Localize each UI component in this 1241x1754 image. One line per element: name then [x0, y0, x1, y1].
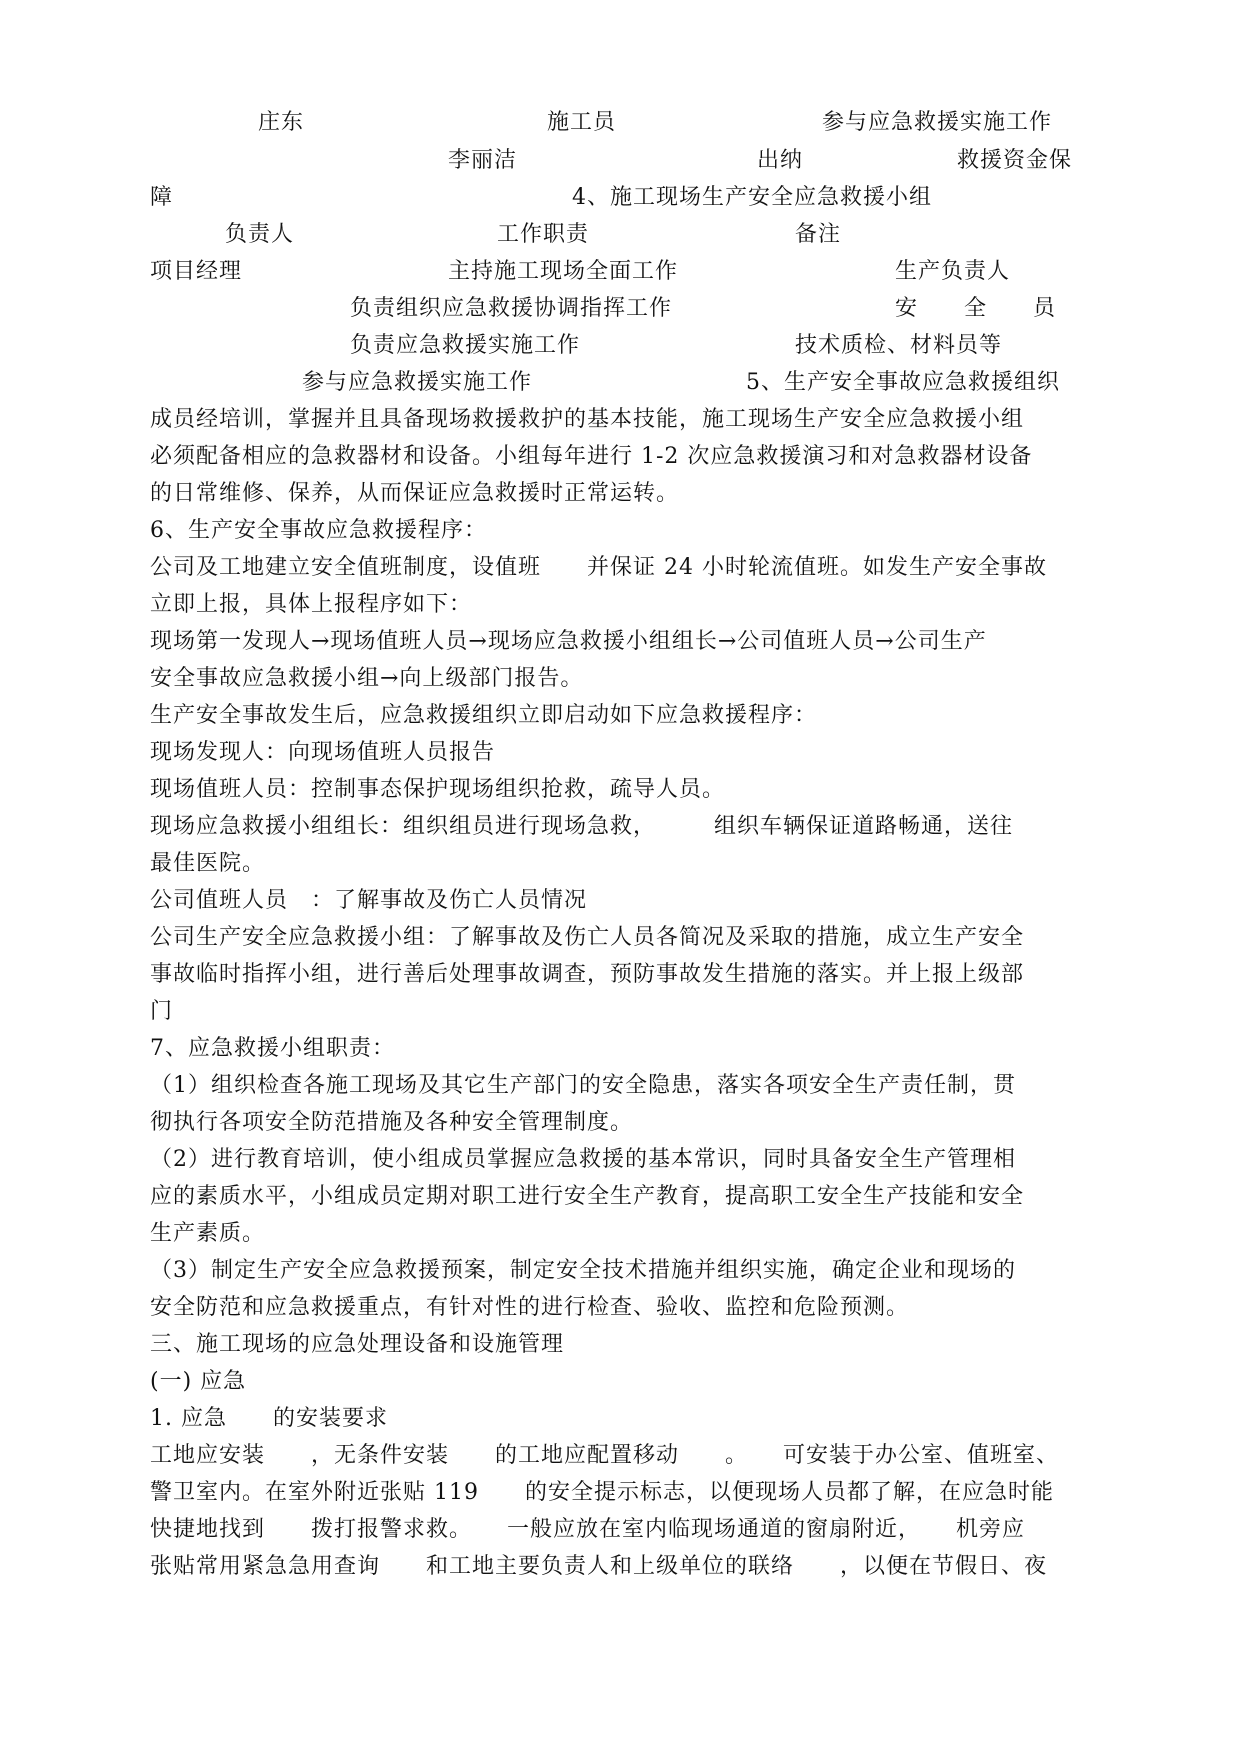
table-cell: 负责组织应急救援协调指挥工作: [350, 296, 673, 321]
body-line: （1）组织检查各施工现场及其它生产部门的安全隐患，落实各项安全生产责任制，贯: [150, 1073, 1016, 1098]
section-heading: 7、应急救援小组职责：: [150, 1036, 395, 1061]
table-cell: 李丽洁: [448, 148, 518, 173]
table-cell: 庄东: [258, 110, 305, 135]
body-line: 应的素质水平，小组成员定期对职工进行安全生产教育，提高职工安全生产技能和安全: [150, 1184, 1025, 1209]
table-cell: 参与应急救援实施工作: [822, 110, 1053, 135]
body-line: 警卫室内。在室外附近张贴 119 的安全提示标志，以便现场人员都了解，在应急时能: [150, 1480, 1054, 1505]
body-line: 生产安全事故发生后，应急救援组织立即启动如下应急救援程序：: [150, 703, 818, 728]
body-line: 公司值班人员 ：了解事故及伤亡人员情况: [150, 888, 588, 913]
body-line: 工地应安装 ，无条件安装 的工地应配置移动 。 可安装于办公室、值班室、: [150, 1443, 1060, 1468]
section-heading: 4、施工现场生产安全应急救援小组: [572, 185, 932, 210]
table-cell: 主持施工现场全面工作: [448, 259, 679, 284]
table-cell: 负责应急救援实施工作: [350, 333, 581, 358]
body-line: 门: [150, 999, 174, 1024]
body-line: 立即上报，具体上报程序如下：: [150, 592, 473, 617]
body-line: 必须配备相应的急救器材和设备。小组每年进行 1-2 次应急救援演习和对急救器材设备: [150, 444, 1033, 469]
section-heading: 5、生产安全事故应急救援组织: [746, 370, 1060, 395]
body-line: 成员经培训，掌握并且具备现场救援救护的基本技能，施工现场生产安全应急救援小组: [150, 407, 1025, 432]
table-header-cell: 负责人: [225, 222, 295, 247]
body-line: （3）制定生产安全应急救援预案，制定安全技术措施并组织实施，确定企业和现场的: [150, 1258, 1016, 1283]
table-cell: 项目经理: [150, 259, 243, 284]
body-line: 彻执行各项安全防范措施及各种安全管理制度。: [150, 1110, 634, 1135]
body-line: 现场发现人：向现场值班人员报告: [150, 740, 496, 765]
subsection-heading: 1. 应急 的安装要求: [150, 1406, 388, 1431]
body-line: 最佳医院。: [150, 851, 266, 876]
body-line: 事故临时指挥小组，进行善后处理事故调查，预防事故发生措施的落实。并上报上级部: [150, 962, 1025, 987]
body-line: 生产素质。: [150, 1221, 266, 1246]
body-line: 现场第一发现人→现场值班人员→现场应急救援小组组长→公司值班人员→公司生产: [150, 629, 987, 654]
body-line: 安全事故应急救援小组→向上级部门报告。: [150, 666, 584, 691]
section-heading: 三、施工现场的应急处理设备和设施管理: [150, 1332, 565, 1357]
body-line: 张贴常用紧急急用查询 和工地主要负责人和上级单位的联络 ，以便在节假日、夜: [150, 1554, 1048, 1579]
body-line: （2）进行教育培训，使小组成员掌握应急救援的基本常识，同时具备安全生产管理相: [150, 1147, 1016, 1172]
table-cell: 救援资金保: [957, 148, 1073, 173]
table-cell: 施工员: [547, 110, 617, 135]
table-header-cell: 工作职责: [497, 222, 590, 247]
body-line: 安全防范和应急救援重点，有针对性的进行检查、验收、监控和危险预测。: [150, 1295, 910, 1320]
table-cell: 障: [150, 185, 174, 210]
body-line: 现场值班人员：控制事态保护现场组织抢救，疏导人员。: [150, 777, 726, 802]
body-line: 公司及工地建立安全值班制度，设值班 并保证 24 小时轮流值班。如发生产安全事故: [150, 555, 1047, 580]
section-heading: 6、生产安全事故应急救援程序：: [150, 518, 487, 543]
table-cell: 技术质检、材料员等: [795, 333, 1003, 358]
table-header-cell: 备注: [795, 222, 842, 247]
body-line: 现场应急救援小组组长：组织组员进行现场急救， 组织车辆保证道路畅通，送往: [150, 814, 1014, 839]
body-line: 公司生产安全应急救援小组：了解事故及伤亡人员各简况及采取的措施，成立生产安全: [150, 925, 1025, 950]
body-line: 的日常维修、保养，从而保证应急救援时正常运转。: [150, 481, 680, 506]
table-cell: 安 全 员: [895, 296, 1057, 321]
table-cell: 生产负责人: [895, 259, 1011, 284]
subsection-heading: (一) 应急: [150, 1369, 247, 1394]
table-cell: 参与应急救援实施工作: [302, 370, 533, 395]
table-cell: 出纳: [757, 148, 804, 173]
body-line: 快捷地找到 拨打报警求救。 一般应放在室内临现场通道的窗扇附近， 机旁应: [150, 1517, 1026, 1542]
